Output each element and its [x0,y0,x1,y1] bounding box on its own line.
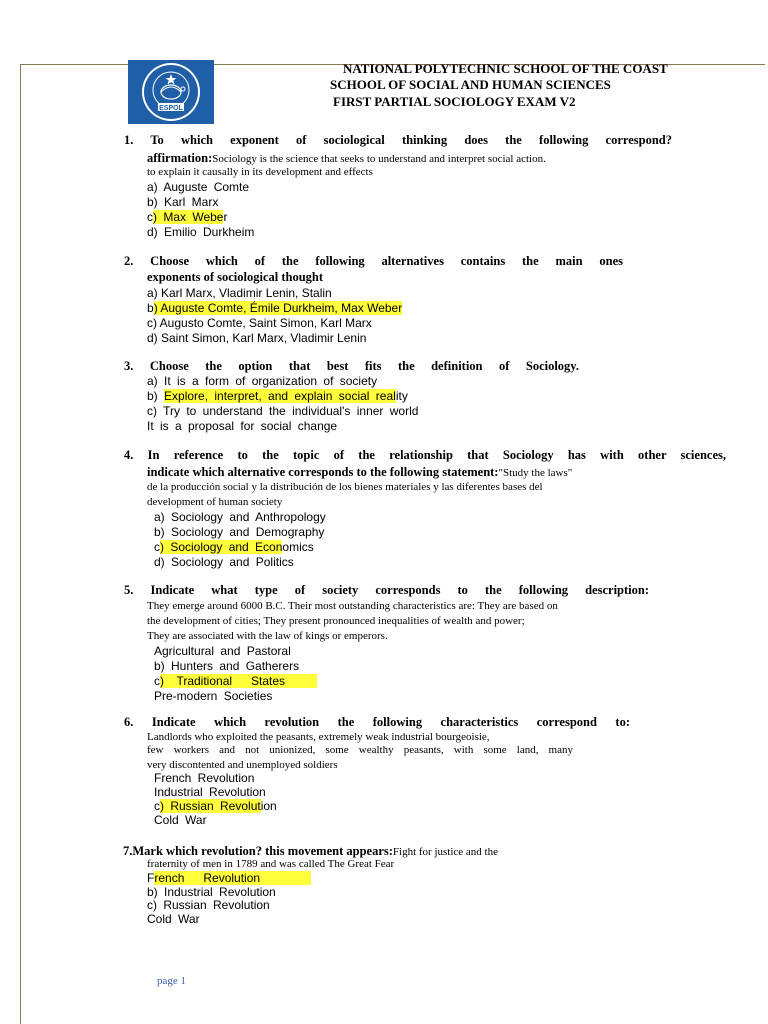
q2-line1: 2. Choose which of the following alternatives contains the main ones [124,254,623,268]
header-faculty: SCHOOL OF SOCIAL AND HUMAN SCIENCES [330,77,611,92]
q5-option-a: Agricultural and Pastoral [154,644,291,658]
text-run: b) [147,389,165,403]
q2-option-b [147,301,402,316]
text-run: c [154,540,160,554]
q6-option-b: Industrial Revolution [154,785,266,799]
q1-option-c [147,210,227,225]
q7-option-d: Cold War [147,912,200,926]
text-run: b [147,301,154,315]
q4-line3: de la producción social y la distribución de los bienes materiales y las diferentes bases del [147,481,543,493]
logo-text: ESPOL [159,105,183,112]
text-run: c [154,674,160,688]
q4-line2 [147,463,572,481]
highlight: ) Auguste Comte, Émile Durkheim, Max Weber [153,301,403,315]
text-run: ity [395,389,408,403]
header-school-name: NATIONAL POLYTECHNIC SCHOOL OF THE COAST [343,61,668,76]
page-number: page 1 [157,975,187,987]
q1-line1: 1. To which exponent of sociological thinking does the following correspond? [124,133,672,147]
text-run: ion [260,799,277,813]
espol-logo [128,60,214,124]
q7-option-c: c) Russian Revolution [147,898,270,912]
q5-line3: the development of cities; They present pronounced inequalities of wealth and power; [147,615,525,627]
q7-option-b: b) Industrial Revolution [147,885,276,899]
q2-option-a: a) Karl Marx, Vladimir Lenin, Stalin [147,286,332,300]
q5-line1: 5. Indicate what type of society corresponds to the following description: [124,583,649,597]
q1-line3: to explain it causally in its development and effects [147,166,373,178]
q3-option-d: It is a proposal for social change [147,419,338,433]
q6-option-c [154,799,277,814]
text-run: r [223,210,228,224]
text-run: Sociology is the science that seeks to understand and interpret social action. [212,153,546,165]
text-run: F [147,871,155,885]
text-run: affirmation: [147,151,213,165]
text-run: Fight for justice and the [392,846,498,858]
highlight: ) Sociology and Econ [160,540,283,554]
text-run: omics [282,540,314,554]
q3-line1: 3. Choose the option that best fits the definition of Sociology. [124,359,579,373]
q2-line2: exponents of sociological thought [147,270,324,284]
q5-option-c [154,674,317,689]
q5-option-b: b) Hunters and Gatherers [154,659,300,673]
page-border-left [20,64,21,1024]
q3-option-a: a) It is a form of organization of society [147,374,378,388]
q6-line1: 6. Indicate which revolution the following characteristics correspond to: [124,715,630,729]
q7-line2: fraternity of men in 1789 and was called The Great Fear [147,858,395,870]
q4-option-a: a) Sociology and Anthropology [154,510,326,524]
q5-option-d: Pre-modern Societies [154,689,273,703]
highlight: ) Russian Revolut [160,799,261,813]
q4-option-d: d) Sociology and Politics [154,555,294,569]
q1-option-d: d) Emilio Durkheim [147,225,255,239]
q6-line4: very discontented and unemployed soldiers [147,759,338,771]
q3-option-b [147,389,408,404]
q2-option-c: c) Augusto Comte, Saint Simon, Karl Marx [147,316,372,330]
q4-line1: 4. In reference to the topic of the relationship that Sociology has with other sciences, [124,448,726,462]
q7-option-a [147,871,311,886]
q5-line4: They are associated with the law of kings or emperors. [147,630,388,642]
q1-option-a: a) Auguste Comte [147,180,250,194]
q2-option-d: d) Saint Simon, Karl Marx, Vladimir Lenin [147,331,367,345]
header-exam-title: FIRST PARTIAL SOCIOLOGY EXAM V2 [333,94,576,109]
q6-option-d: Cold War [154,813,207,827]
highlight: ) Traditional States [160,674,317,688]
q4-option-c [154,540,314,555]
q5-line2: They emerge around 6000 B.C. Their most outstanding characteristics are: They are based on [147,600,558,612]
text-run: "Study the laws" [498,467,573,479]
q4-line4: development of human society [147,496,283,508]
text-run: 7.Mark which revolution? this movement appears: [123,844,393,858]
text-run: c [154,799,160,813]
highlight: ) Max Webe [153,210,224,224]
text-run: indicate which alternative corresponds to the following statement: [147,465,499,479]
q6-line2: Landlords who exploited the peasants, extremely weak industrial bourgeoisie, [147,731,490,743]
highlight: Explore, interpret, and explain social real [164,389,396,403]
q6-line3: few workers and not unionized, some wealthy peasants, with some land, many [147,744,573,756]
q6-option-a: French Revolution [154,771,255,785]
highlight: rench Revolution [154,871,311,885]
text-run: c [147,210,153,224]
q4-option-b: b) Sociology and Demography [154,525,325,539]
q3-option-c: c) Try to understand the individual's inner world [147,404,419,418]
q1-option-b: b) Karl Marx [147,195,219,209]
